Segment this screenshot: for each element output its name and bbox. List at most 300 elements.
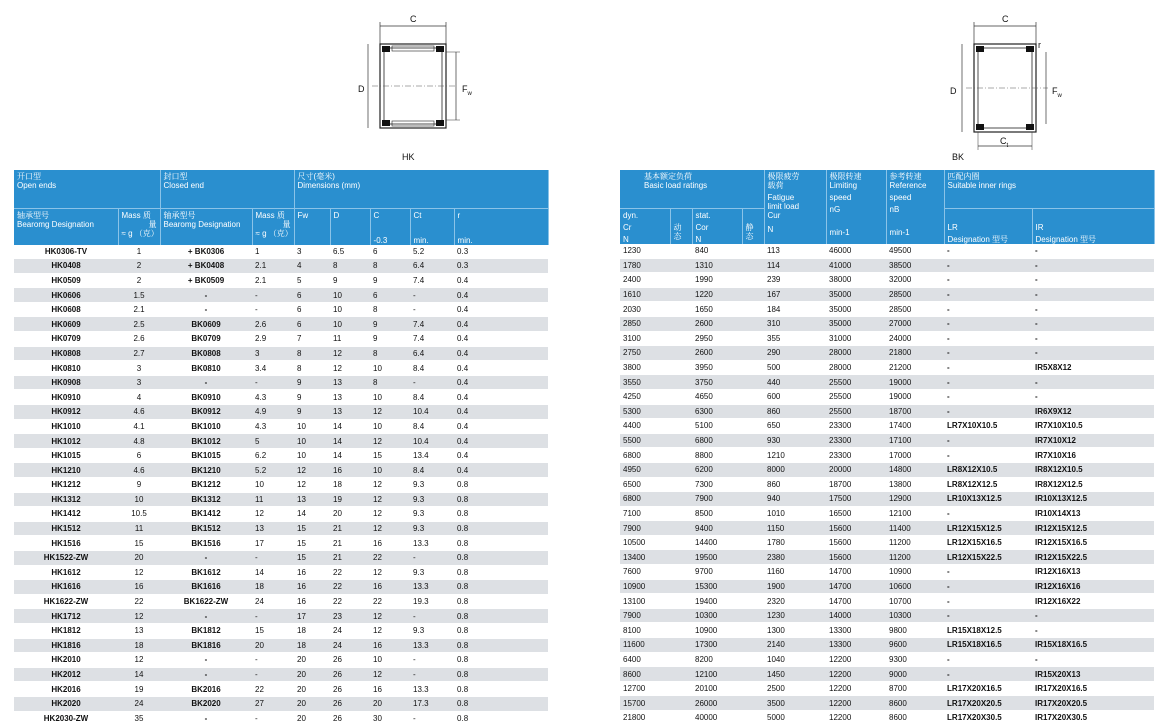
left-cell: 4.3 — [252, 419, 294, 434]
left-table-row — [14, 259, 548, 274]
right-cell: 9000 — [886, 667, 944, 682]
right-cell: IR12X16X22 — [1032, 594, 1154, 609]
bk-caption: BK — [952, 152, 965, 162]
right-cell: 4250 — [620, 389, 692, 404]
left-cell: 5.2 — [252, 463, 294, 478]
right-cell: - — [944, 448, 1032, 463]
right-cell: 5000 — [764, 711, 826, 726]
right-table-row — [620, 638, 1154, 653]
left-cell: 15 — [252, 623, 294, 638]
right-cell: 15600 — [826, 550, 886, 565]
left-table-row — [14, 317, 548, 332]
left-cell: 7 — [294, 332, 330, 347]
r-header: r min. — [454, 208, 548, 245]
left-cell: 22 — [118, 594, 160, 609]
right-cell: 290 — [764, 346, 826, 361]
right-cell: - — [1032, 652, 1154, 667]
left-cell: HK2020 — [14, 696, 118, 711]
left-cell: 12 — [330, 346, 370, 361]
right-cell: 13400 — [620, 550, 692, 565]
left-cell: 10 — [370, 361, 410, 376]
right-cell: 12200 — [826, 652, 886, 667]
right-cell: 15600 — [826, 535, 886, 550]
left-cell: + BK0306 — [160, 245, 252, 259]
left-table-row — [14, 653, 548, 668]
right-cell: 3800 — [620, 360, 692, 375]
right-cell: 14700 — [826, 579, 886, 594]
right-table-row — [620, 506, 1154, 521]
right-cell: IR8X12X10.5 — [1032, 462, 1154, 477]
right-cell: 5100 — [692, 419, 764, 434]
left-cell: 6.4 — [410, 346, 454, 361]
left-cell: 8.4 — [410, 361, 454, 376]
right-cell: 114 — [764, 258, 826, 273]
right-cell: IR12X16X16 — [1032, 579, 1154, 594]
left-cell: - — [252, 550, 294, 565]
right-cell: 8700 — [886, 681, 944, 696]
right-cell: 9300 — [886, 652, 944, 667]
hk-caption: HK — [402, 152, 415, 162]
right-cell: 184 — [764, 302, 826, 317]
left-cell: 12 — [118, 653, 160, 668]
left-cell: 15 — [294, 536, 330, 551]
left-cell: 0.8 — [454, 478, 548, 493]
right-cell: 4400 — [620, 419, 692, 434]
left-cell: - — [160, 667, 252, 682]
right-cell: 600 — [764, 389, 826, 404]
right-cell: IR5X8X12 — [1032, 360, 1154, 375]
left-cell: 5 — [252, 434, 294, 449]
left-cell: 6 — [294, 317, 330, 332]
left-cell: 9 — [330, 273, 370, 288]
right-cell: 10500 — [620, 535, 692, 550]
left-cell: 0.8 — [454, 521, 548, 536]
left-cell: HK1812 — [14, 623, 118, 638]
left-cell: BK0709 — [160, 332, 252, 347]
right-cell: 10900 — [692, 623, 764, 638]
right-cell: 26000 — [692, 696, 764, 711]
right-cell: 9700 — [692, 565, 764, 580]
left-cell: 16 — [294, 594, 330, 609]
left-cell: 6.5 — [330, 245, 370, 259]
right-cell: 1990 — [692, 273, 764, 288]
right-cell: 9600 — [886, 638, 944, 653]
left-table-row — [14, 550, 548, 565]
left-cell: 10 — [252, 478, 294, 493]
right-cell: 28000 — [826, 360, 886, 375]
left-cell: 13 — [118, 623, 160, 638]
left-cell: 9.3 — [410, 478, 454, 493]
right-cell: IR12X16X13 — [1032, 565, 1154, 580]
left-cell: - — [252, 667, 294, 682]
left-cell: 10 — [330, 288, 370, 303]
left-table-row — [14, 667, 548, 682]
right-cell: 19000 — [886, 389, 944, 404]
right-cell: 12100 — [886, 506, 944, 521]
left-cell: 16 — [294, 580, 330, 595]
left-cell: 24 — [118, 696, 160, 711]
right-cell: - — [944, 331, 1032, 346]
left-cell: 10 — [294, 419, 330, 434]
right-cell: 23300 — [826, 419, 886, 434]
right-cell: 2140 — [764, 638, 826, 653]
load-ratings-header: 基本额定负荷 Basic load ratings — [620, 170, 764, 208]
right-cell: 1610 — [620, 287, 692, 302]
right-cell: 14400 — [692, 535, 764, 550]
left-cell: 4.1 — [118, 419, 160, 434]
right-cell: 5500 — [620, 433, 692, 448]
right-cell: 1220 — [692, 287, 764, 302]
left-cell: BK1622-ZW — [160, 594, 252, 609]
right-cell: 6800 — [620, 448, 692, 463]
left-cell: 19.3 — [410, 594, 454, 609]
left-cell: HK1015 — [14, 448, 118, 463]
right-cell: 6800 — [620, 492, 692, 507]
right-cell: 2950 — [692, 331, 764, 346]
left-cell: 0.4 — [454, 434, 548, 449]
right-cell: 17400 — [886, 419, 944, 434]
right-cell: 20000 — [826, 462, 886, 477]
bk-d-label: D — [950, 86, 957, 96]
left-cell: 16 — [370, 580, 410, 595]
right-cell: 20100 — [692, 681, 764, 696]
right-cell: 10900 — [886, 565, 944, 580]
right-cell: 25500 — [826, 375, 886, 390]
left-cell: HK0912 — [14, 405, 118, 420]
left-cell: 26 — [330, 696, 370, 711]
left-cell: HK0408 — [14, 259, 118, 274]
left-cell: HK0306-TV — [14, 245, 118, 259]
right-cell: 17000 — [886, 448, 944, 463]
left-cell: 0.8 — [454, 711, 548, 726]
right-cell: 40000 — [692, 711, 764, 726]
right-cell: LR15X18X12.5 — [944, 623, 1032, 638]
closed-mass-header: Mass 质 量 ≈ g （克） — [252, 208, 294, 245]
left-cell: 3 — [252, 346, 294, 361]
left-cell: 8 — [370, 302, 410, 317]
left-cell: BK1210 — [160, 463, 252, 478]
left-cell: 22 — [370, 594, 410, 609]
right-table-row — [620, 287, 1154, 302]
left-cell: 18 — [294, 623, 330, 638]
reference-speed-header: 参考转速 Reference speed nB min-1 — [886, 170, 944, 244]
right-cell: 35000 — [826, 316, 886, 331]
left-cell: BK2020 — [160, 696, 252, 711]
right-cell: 13800 — [886, 477, 944, 492]
right-cell: 28500 — [886, 302, 944, 317]
right-cell: 28500 — [886, 287, 944, 302]
right-cell: - — [944, 302, 1032, 317]
right-cell: 19400 — [692, 594, 764, 609]
left-cell: BK1015 — [160, 448, 252, 463]
right-cell: 1040 — [764, 652, 826, 667]
bk-diagram — [944, 14, 1064, 162]
bk-ct-label: $C_t$ — [1000, 136, 1009, 149]
left-cell: 15 — [370, 448, 410, 463]
left-table-row — [14, 434, 548, 449]
open-designation-header: 轴承型号 Bearomg Designation — [14, 208, 118, 245]
right-cell: - — [944, 244, 1032, 258]
left-cell: 3 — [118, 375, 160, 390]
right-cell: 6300 — [692, 404, 764, 419]
left-cell: HK1010 — [14, 419, 118, 434]
right-cell: 3550 — [620, 375, 692, 390]
right-cell: - — [1032, 331, 1154, 346]
left-cell: 26 — [330, 667, 370, 682]
left-cell: - — [252, 375, 294, 390]
left-cell: 16 — [330, 463, 370, 478]
left-cell: 8 — [294, 361, 330, 376]
left-cell: 8 — [370, 346, 410, 361]
right-cell: IR7X10X16 — [1032, 448, 1154, 463]
left-cell: 9.3 — [410, 623, 454, 638]
right-cell: 17300 — [692, 638, 764, 653]
left-cell: 6 — [294, 288, 330, 303]
right-cell: 14000 — [826, 608, 886, 623]
right-cell: 6400 — [620, 652, 692, 667]
left-table-row — [14, 711, 548, 726]
left-table-row — [14, 273, 548, 288]
right-cell: 7600 — [620, 565, 692, 580]
right-cell: 15600 — [826, 521, 886, 536]
left-cell: 7.4 — [410, 317, 454, 332]
left-cell: - — [160, 302, 252, 317]
right-cell: 18700 — [886, 404, 944, 419]
left-cell: - — [160, 288, 252, 303]
right-table-row — [620, 346, 1154, 361]
left-cell: 2.6 — [252, 317, 294, 332]
left-cell: HK2016 — [14, 682, 118, 697]
left-cell: 0.8 — [454, 609, 548, 624]
left-cell: 4.6 — [118, 405, 160, 420]
left-cell: - — [160, 653, 252, 668]
right-cell: LR8X12X12.5 — [944, 477, 1032, 492]
right-table-row — [620, 375, 1154, 390]
left-cell: 20 — [294, 653, 330, 668]
right-cell: 21800 — [886, 346, 944, 361]
left-cell: HK1522-ZW — [14, 550, 118, 565]
left-cell: 18 — [252, 580, 294, 595]
left-cell: BK1010 — [160, 419, 252, 434]
left-cell: 22 — [370, 550, 410, 565]
right-cell: - — [944, 433, 1032, 448]
right-cell: 840 — [692, 244, 764, 258]
right-cell: 6800 — [692, 433, 764, 448]
left-cell: - — [160, 711, 252, 726]
left-cell: 1 — [252, 245, 294, 259]
right-cell: - — [1032, 258, 1154, 273]
left-cell: 1.5 — [118, 288, 160, 303]
left-cell: 16 — [118, 580, 160, 595]
left-cell: 4 — [118, 390, 160, 405]
right-cell: IR12X15X12.5 — [1032, 521, 1154, 536]
left-cell: 10 — [294, 434, 330, 449]
d-header: D — [330, 208, 370, 245]
right-cell: 12900 — [886, 492, 944, 507]
stat-header: stat. Cor N — [692, 208, 742, 244]
right-cell: LR12X15X16.5 — [944, 535, 1032, 550]
right-cell: 8200 — [692, 652, 764, 667]
left-cell: - — [252, 609, 294, 624]
right-cell: 25500 — [826, 389, 886, 404]
right-cell: 7300 — [692, 477, 764, 492]
right-cell: 21200 — [886, 360, 944, 375]
right-cell: 15300 — [692, 579, 764, 594]
left-cell: - — [410, 711, 454, 726]
right-cell: 15700 — [620, 696, 692, 711]
left-cell: 12 — [370, 609, 410, 624]
right-table-row — [620, 711, 1154, 726]
left-table-row — [14, 375, 548, 390]
right-cell: IR15X18X16.5 — [1032, 638, 1154, 653]
left-cell: 22 — [330, 565, 370, 580]
left-cell: 20 — [330, 507, 370, 522]
left-cell: 10 — [294, 448, 330, 463]
left-table-row — [14, 346, 548, 361]
right-cell: 10300 — [692, 608, 764, 623]
left-cell: 8.4 — [410, 463, 454, 478]
right-cell: 500 — [764, 360, 826, 375]
left-cell: 12 — [370, 434, 410, 449]
left-cell: 2.9 — [252, 332, 294, 347]
left-cell: 30 — [370, 711, 410, 726]
left-cell: BK1516 — [160, 536, 252, 551]
left-cell: 10 — [370, 463, 410, 478]
left-cell: BK1612 — [160, 565, 252, 580]
right-cell: 8500 — [692, 506, 764, 521]
right-cell: 11600 — [620, 638, 692, 653]
right-table-row — [620, 608, 1154, 623]
right-cell: IR7X10X12 — [1032, 433, 1154, 448]
right-table-row — [620, 316, 1154, 331]
right-table-row — [620, 696, 1154, 711]
open-ends-header: 开口型 Open ends — [14, 170, 160, 208]
left-table-row — [14, 361, 548, 376]
left-cell: 12 — [370, 507, 410, 522]
left-cell: HK1616 — [14, 580, 118, 595]
bk-r-label: r — [1038, 40, 1041, 50]
left-cell: 0.8 — [454, 565, 548, 580]
right-cell: 8600 — [886, 696, 944, 711]
right-cell: 13100 — [620, 594, 692, 609]
left-table-row — [14, 507, 548, 522]
left-cell: - — [160, 609, 252, 624]
left-table-row — [14, 638, 548, 653]
left-cell: 3.4 — [252, 361, 294, 376]
right-cell: IR6X9X12 — [1032, 404, 1154, 419]
right-cell: 8600 — [886, 711, 944, 726]
left-cell: BK1212 — [160, 478, 252, 493]
right-cell: - — [944, 667, 1032, 682]
left-cell: - — [160, 550, 252, 565]
left-cell: 24 — [252, 594, 294, 609]
right-cell: 860 — [764, 404, 826, 419]
right-cell: 2030 — [620, 302, 692, 317]
right-cell: 1780 — [620, 258, 692, 273]
right-cell: 11200 — [886, 535, 944, 550]
right-cell: - — [944, 404, 1032, 419]
right-cell: 19000 — [886, 375, 944, 390]
right-cell: 650 — [764, 419, 826, 434]
right-cell: 9400 — [692, 521, 764, 536]
right-cell: 12200 — [826, 711, 886, 726]
right-cell: LR15X18X16.5 — [944, 638, 1032, 653]
left-cell: 10 — [118, 492, 160, 507]
right-table-row — [620, 535, 1154, 550]
left-cell: 20 — [294, 682, 330, 697]
left-cell: 5.2 — [410, 245, 454, 259]
left-table-row — [14, 521, 548, 536]
left-cell: HK0606 — [14, 288, 118, 303]
left-cell: 0.4 — [454, 302, 548, 317]
right-cell: - — [944, 506, 1032, 521]
right-cell: 2850 — [620, 316, 692, 331]
left-cell: 8 — [370, 375, 410, 390]
left-cell: BK1012 — [160, 434, 252, 449]
left-cell: 12 — [370, 478, 410, 493]
bk-c-label: C — [1002, 14, 1009, 24]
left-cell: 26 — [330, 711, 370, 726]
left-cell: 0.8 — [454, 682, 548, 697]
left-cell: 12 — [118, 565, 160, 580]
left-cell: 22 — [330, 594, 370, 609]
left-cell: 16 — [370, 638, 410, 653]
right-cell: 49500 — [886, 244, 944, 258]
right-table-row — [620, 273, 1154, 288]
left-cell: 11 — [118, 521, 160, 536]
right-cell: - — [944, 287, 1032, 302]
left-cell: BK1312 — [160, 492, 252, 507]
right-table-row — [620, 579, 1154, 594]
right-cell: IR10X13X12.5 — [1032, 492, 1154, 507]
right-cell: 14700 — [826, 594, 886, 609]
left-cell: BK0808 — [160, 346, 252, 361]
right-cell: 35000 — [826, 287, 886, 302]
left-cell: 0.3 — [454, 259, 548, 274]
left-cell: 10 — [330, 317, 370, 332]
left-cell: 9.3 — [410, 521, 454, 536]
dyn-header: dyn. Cr N — [620, 208, 670, 244]
left-cell: 12 — [370, 492, 410, 507]
left-cell: 2.6 — [118, 332, 160, 347]
right-table-row — [620, 433, 1154, 448]
left-cell: 10 — [330, 302, 370, 317]
left-cell: 17 — [252, 536, 294, 551]
left-cell: 0.4 — [454, 375, 548, 390]
left-cell: BK0912 — [160, 405, 252, 420]
left-cell: 6 — [370, 245, 410, 259]
left-cell: HK0808 — [14, 346, 118, 361]
right-table-row — [620, 244, 1154, 258]
left-cell: 27 — [252, 696, 294, 711]
left-cell: 5 — [294, 273, 330, 288]
left-cell: 14 — [330, 434, 370, 449]
left-cell: 22 — [252, 682, 294, 697]
left-cell: HK1612 — [14, 565, 118, 580]
right-cell: IR7X10X10.5 — [1032, 419, 1154, 434]
left-cell: 0.8 — [454, 580, 548, 595]
left-cell: 8.4 — [410, 419, 454, 434]
right-table-row — [620, 652, 1154, 667]
right-cell: 12200 — [826, 681, 886, 696]
left-cell: BK1816 — [160, 638, 252, 653]
left-cell: 12 — [118, 609, 160, 624]
left-cell: - — [252, 711, 294, 726]
left-table-row — [14, 245, 548, 259]
right-cell: 12100 — [692, 667, 764, 682]
left-cell: + BK0408 — [160, 259, 252, 274]
inner-rings-header: 匹配内圈 Suitable inner rings — [944, 170, 1154, 208]
